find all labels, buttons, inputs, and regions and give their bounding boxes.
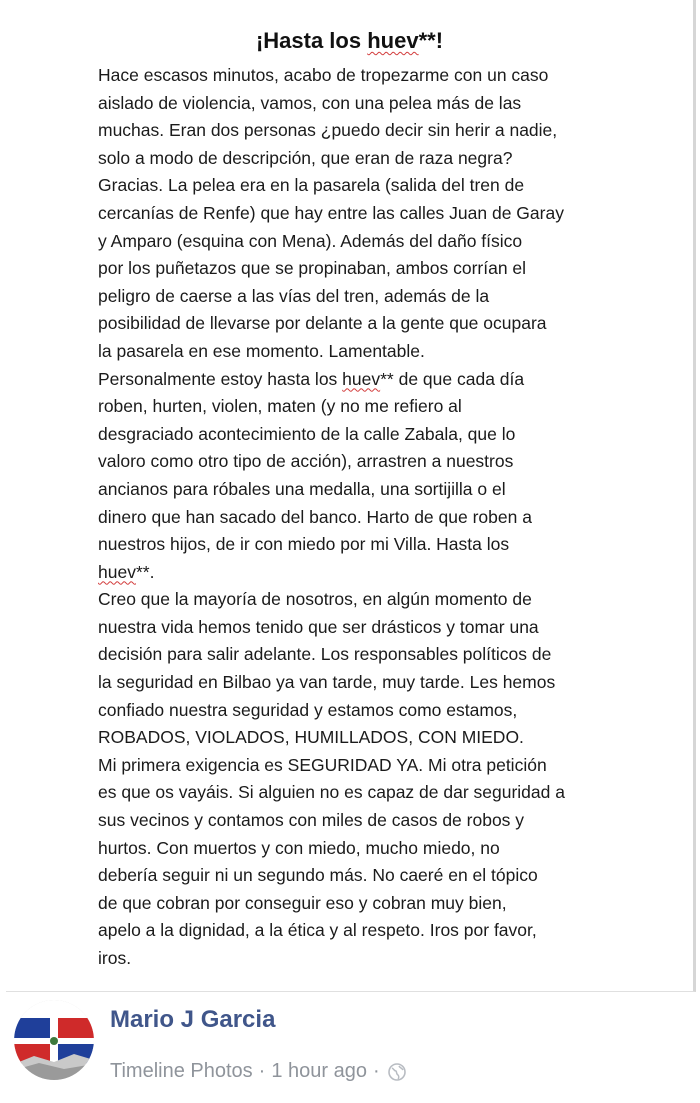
body-line: Gracias. La pelea era en la pasarela (salida del tren de: [98, 175, 525, 196]
body-line: nuestra vida hemos tenido que ser drásticos y tomar una: [98, 616, 539, 637]
body-line: [98, 559, 628, 587]
body-line: confiado nuestra seguridad y estamos como estamos,: [98, 699, 518, 720]
body-line: [98, 366, 628, 394]
document-title: [6, 28, 693, 54]
body-line: ROBADOS, VIOLADOS, HUMILLADOS, CON MIEDO.: [98, 727, 524, 748]
body-line: posibilidad de llevarse por delante a la gente que ocupara: [98, 313, 547, 334]
dominican-flag-icon: [14, 1000, 94, 1080]
author-name-link[interactable]: Mario J Garcia: [110, 1006, 276, 1033]
body-line: valoro como otro tipo de acción), arrastren a nuestros: [98, 451, 514, 472]
body-line: Creo que la mayoría de nosotros, en algún momento de: [98, 589, 532, 610]
body-line: roben, hurten, violen, maten (y no me refiero al: [98, 396, 462, 417]
body-line: sus vecinos y contamos con miles de casos de robos y: [98, 810, 525, 831]
body-line: ancianos para róbales una medalla, una sortijilla o el: [98, 478, 506, 499]
document-body: [98, 62, 628, 973]
body-line: es que os vayáis. Si alguien no es capaz de dar seguridad a: [98, 782, 565, 803]
meta-separator: ·: [258, 1060, 266, 1082]
timestamp-link[interactable]: 1 hour ago: [271, 1060, 367, 1082]
misspelled-word: huev: [98, 561, 136, 582]
body-line: la pasarela en ese momento. Lamentable.: [98, 340, 425, 361]
body-line: dinero que han sacado del banco. Harto de que roben a: [98, 506, 532, 527]
body-line: muchas. Eran dos personas ¿puedo decir sin herir a nadie,: [98, 120, 558, 141]
body-line: debería seguir ni un segundo más. No caeré en el tópico: [98, 865, 538, 886]
line-text: **.: [135, 561, 155, 582]
body-line: hurtos. Con muertos y con miedo, mucho miedo, no: [98, 837, 500, 858]
body-line: la seguridad en Bilbao ya van tarde, muy tarde. Les hemos: [98, 672, 556, 693]
body-line: Mi primera exigencia es SEGURIDAD YA. Mi otra petición: [98, 754, 547, 775]
body-line: aislado de violencia, vamos, con una pelea más de las: [98, 92, 522, 113]
title-misspelled-word: huev: [367, 28, 419, 53]
body-line: solo a modo de descripción, que eran de raza negra?: [98, 147, 513, 168]
body-line: peligro de caerse a las vías del tren, además de la: [98, 285, 490, 306]
post-meta: [110, 1060, 406, 1083]
body-line: y Amparo (esquina con Mena). Además del daño físico: [98, 230, 523, 251]
body-line: cercanías de Renfe) que hay entre las calles Juan de Garay: [98, 202, 564, 223]
misspelled-word: huev: [342, 368, 381, 389]
post-image[interactable]: [6, 0, 696, 992]
avatar[interactable]: [14, 1000, 94, 1080]
globe-icon[interactable]: [388, 1063, 406, 1081]
body-line: iros.: [98, 948, 132, 968]
body-line: nuestros hijos, de ir con miedo por mi Villa. Hasta los: [98, 534, 510, 555]
line-text: Personalmente estoy hasta los: [98, 368, 343, 389]
post-footer: [0, 992, 700, 1103]
meta-separator: ·: [372, 1060, 380, 1082]
body-line: por los puñetazos que se propinaban, ambos corrían el: [98, 258, 527, 279]
title-prefix: ¡Hasta los: [255, 28, 368, 53]
title-suffix: **!: [418, 28, 444, 53]
body-line: Hace escasos minutos, acabo de tropezarme con un caso: [98, 65, 549, 85]
album-link[interactable]: Timeline Photos: [110, 1060, 253, 1082]
body-line: desgraciado acontecimiento de la calle Zabala, que lo: [98, 423, 516, 444]
body-line: decisión para salir adelante. Los responsables políticos de: [98, 644, 552, 665]
body-line: apelo a la dignidad, a la ética y al respeto. Iros por favor,: [98, 920, 537, 941]
line-text: ** de que cada día: [380, 368, 525, 389]
body-line: de que cobran por conseguir eso y cobran muy bien,: [98, 892, 507, 913]
